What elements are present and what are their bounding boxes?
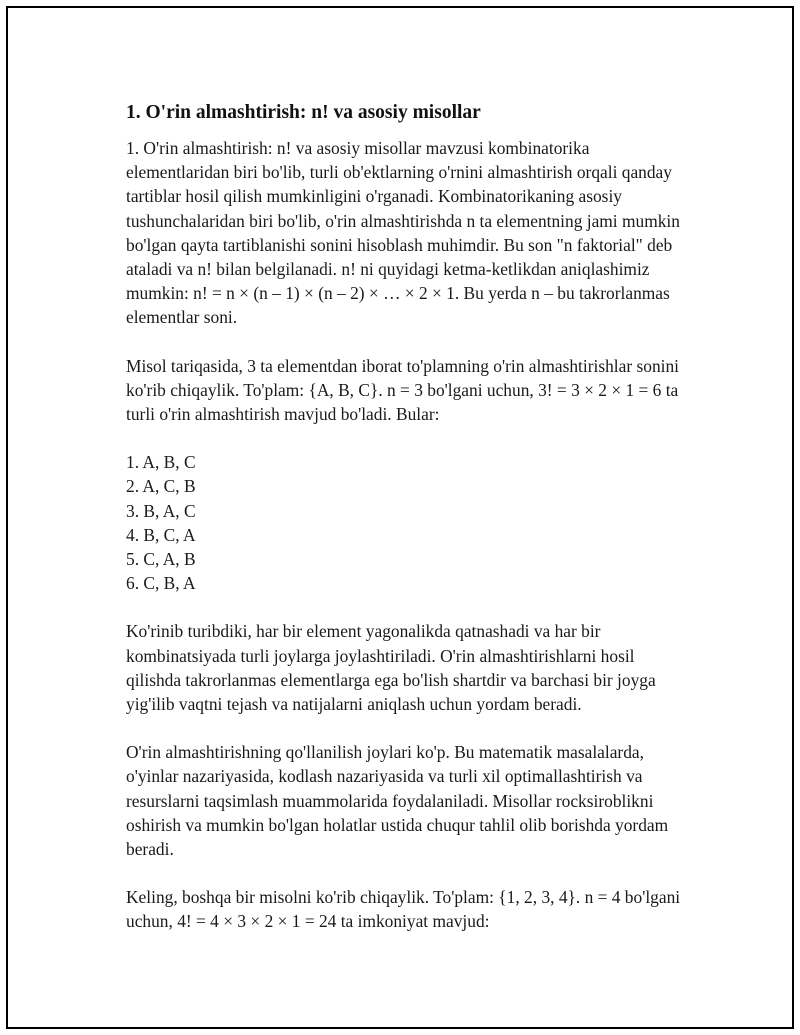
example-paragraph: Misol tariqasida, 3 ta elementdan iborat to'plamning o'rin almashtirishlar sonini ko'rib chiqaylik. To'plam: {A, B, C}. n = 3 bo'lgani uchun, 3! = 3 × 2 × 1 = 6 ta turli o'rin almashtirish mavjud bo'ladi. Bular: (126, 355, 679, 425)
observation-paragraph: Ko'rinib turibdiki, har bir element yagonalikda qatnashadi va har bir kombinatsiyada turli joylarga joylashtiriladi. O'rin almashtirishlarni hosil qilishda takrorlanmas elementlarga ega bo'lish shartdir va barchasi bir joyga yig'ilib vaqtni tejash va natijalarni aniqlash uchun yordam beradi. (126, 621, 656, 715)
list-item: 1. A, B, C (126, 452, 196, 473)
permutation-list (126, 450, 688, 595)
second-example-paragraph: Keling, boshqa bir misolni ko'rib chiqaylik. To'plam: {1, 2, 3, 4}. n = 4 bo'lgani uchun, 4! = 4 × 3 × 2 × 1 = 24 ta imkoniyat mavjud: (126, 887, 681, 932)
page-frame (6, 6, 794, 1029)
intro-paragraph: 1. O'rin almashtirish: n! va asosiy misollar mavzusi kombinatorika elementlaridan biri bo'lib, turli ob'ektlarning o'rnini almashtirish orqali qanday tartiblar hosil qilish mumkinligini o'rganadi. Kombinatorikaning asosiy tushunchalaridan biri bo'lib, o'rin almashtirishda n ta elementning jami mumkin bo'lgan qayta tartiblanishi sonini hisoblash muhimdir. Bu son "n faktorial" deb ataladi va n! bilan belgilanadi. n! ni quyidagi ketma-ketlikdan aniqlashimiz mumkin: n! = n × (n – 1) × (n – 2) × … × 2 × 1. Bu yerda n – bu takrorlanmas elementlar soni. (126, 138, 680, 328)
list-item: 2. A, C, B (126, 476, 196, 497)
applications-paragraph: O'rin almashtirishning qo'llanilish joylari ko'p. Bu matematik masalalarda, o'yinlar nazariyasida, kodlash nazariyasida va turli xil optimallashtirish va resurslarni taqsimlash muammolarida foydalaniladi. Misollar rocksiroblikni oshirish va mumkin bo'lgan holatlar ustida chuqur tahlil olib borishda yordam beradi. (126, 742, 669, 860)
list-item: 5. C, A, B (126, 549, 196, 570)
list-item: 6. C, B, A (126, 573, 196, 594)
section-heading: 1. O'rin almashtirish: n! va asosiy misollar (126, 102, 481, 123)
document-body (126, 100, 688, 958)
list-item: 4. B, C, A (126, 524, 196, 545)
list-item: 3. B, A, C (126, 500, 196, 521)
